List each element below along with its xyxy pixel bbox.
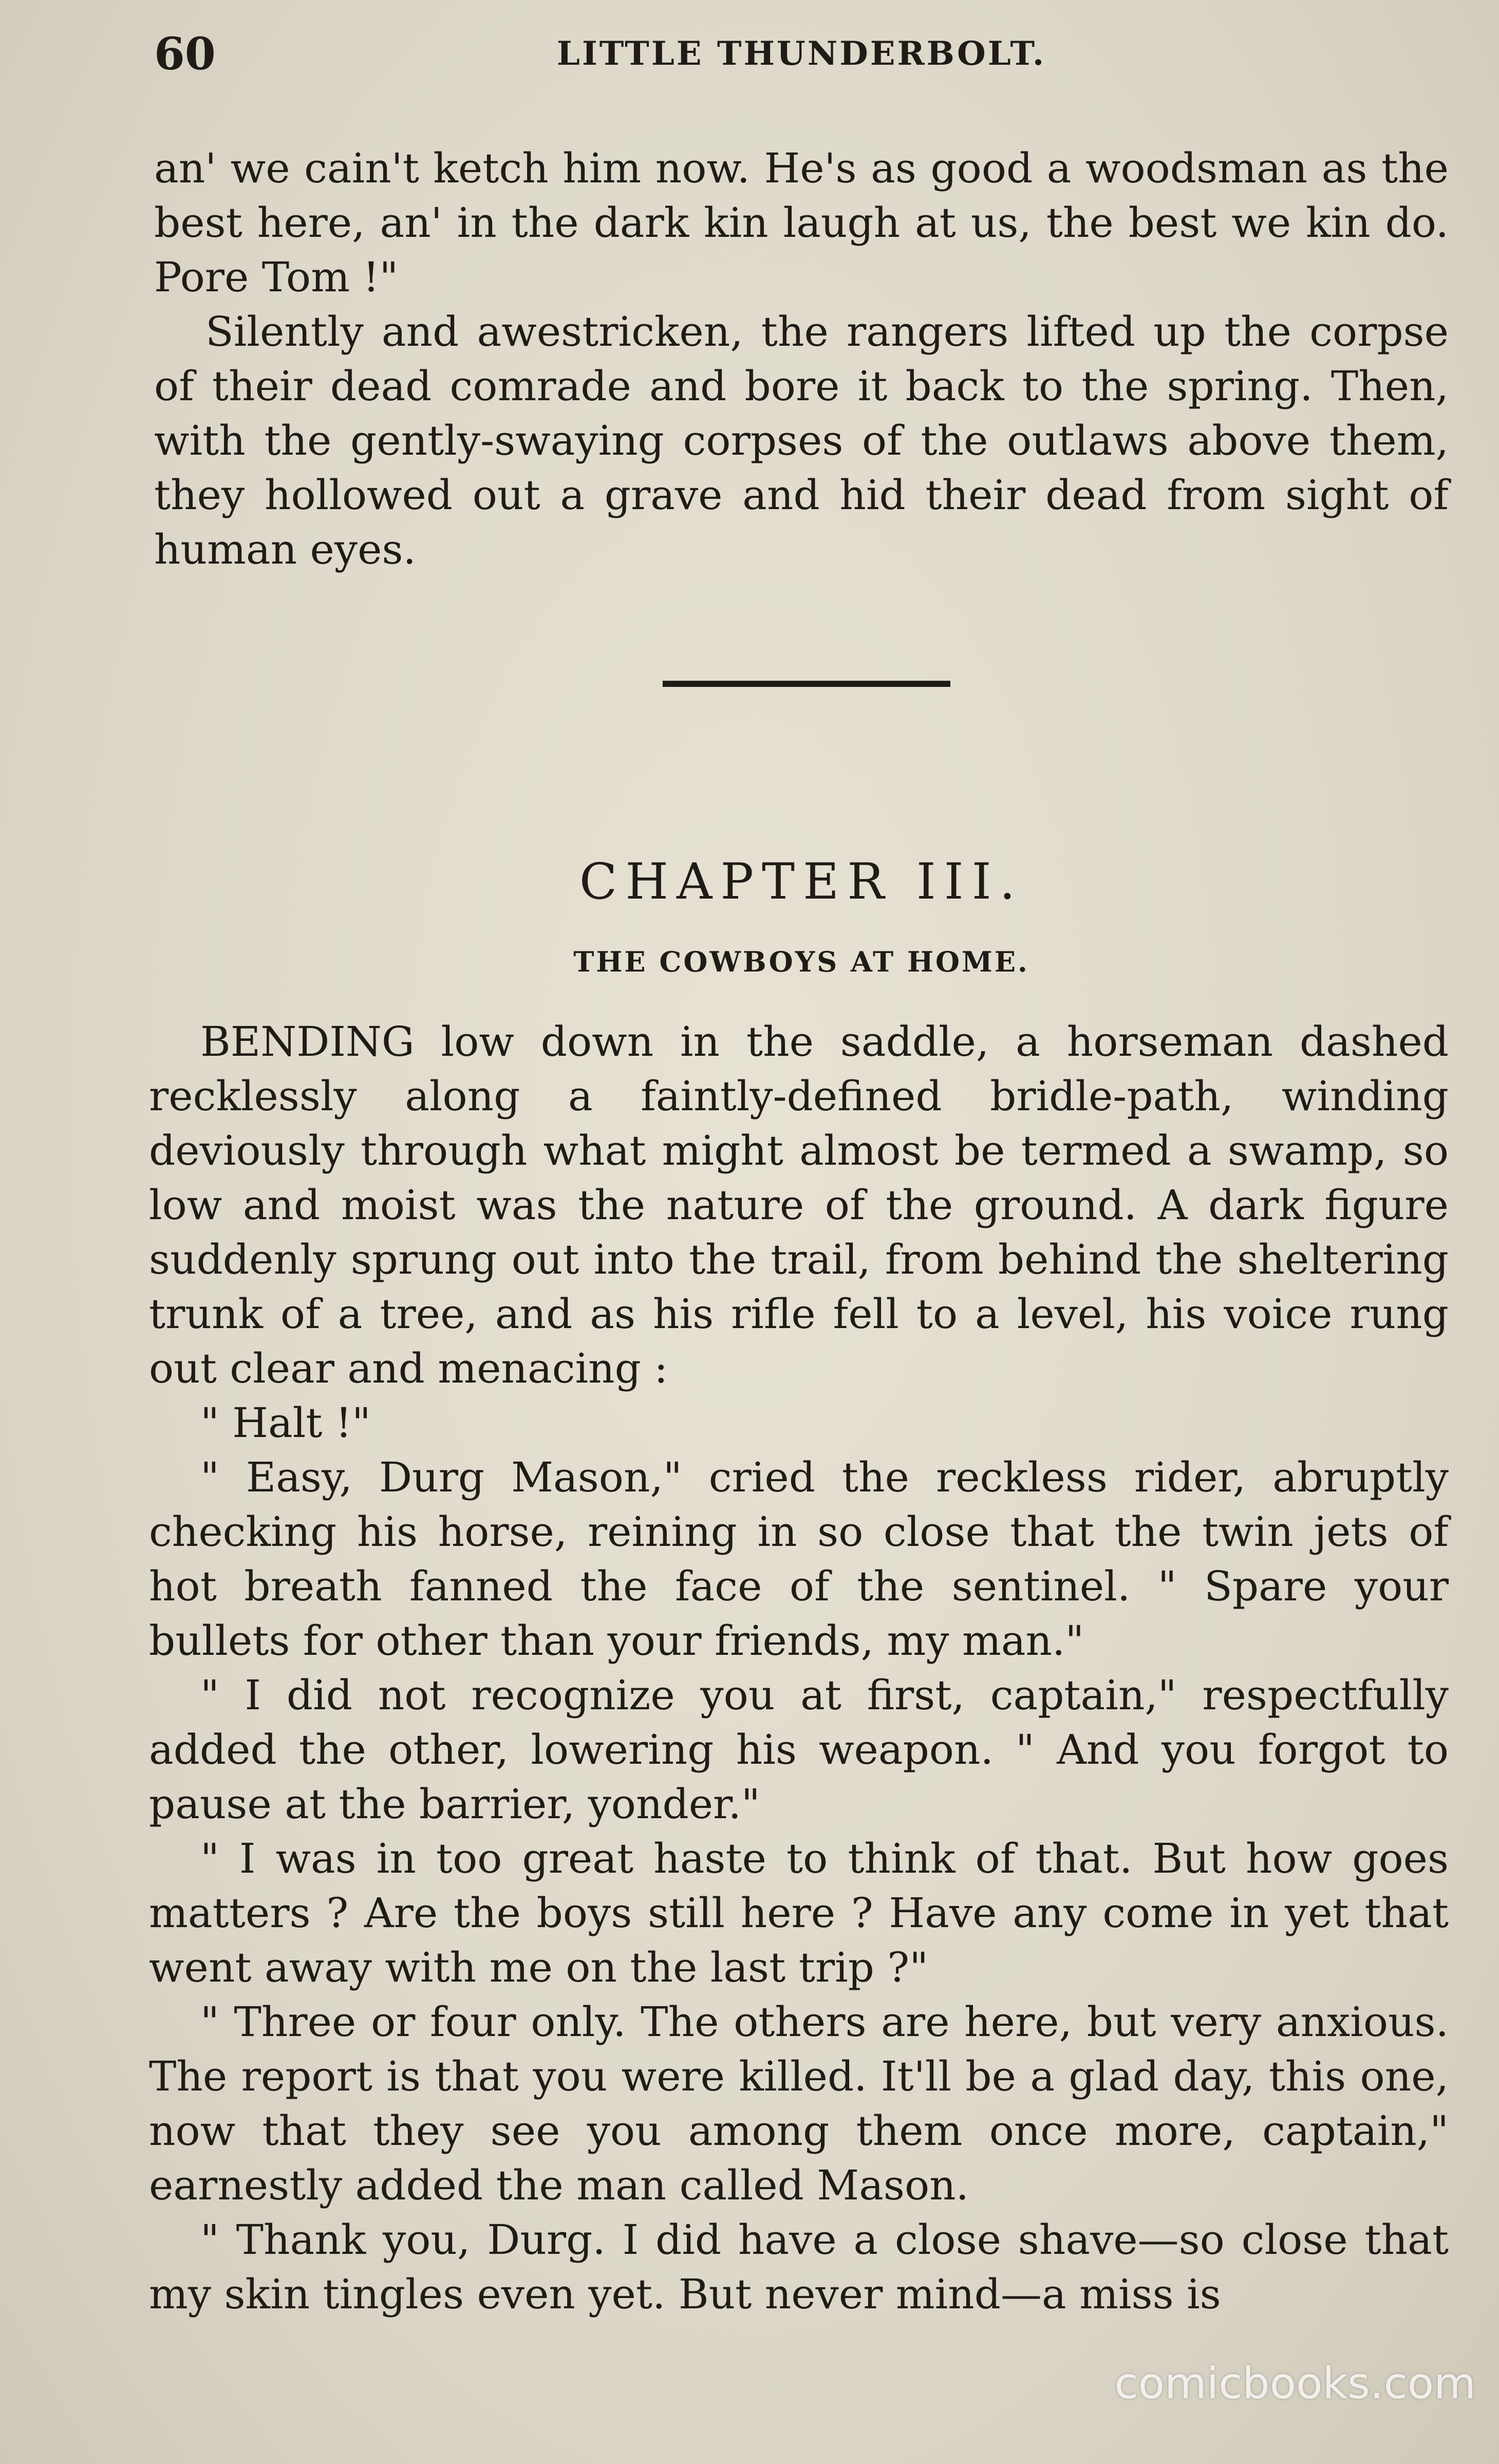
text-block-chapter bbox=[149, 1015, 1449, 2322]
chapter-title: CHAPTER III. bbox=[579, 853, 1024, 910]
page-number: 60 bbox=[154, 28, 216, 80]
site-watermark: comicbooks.com bbox=[1114, 2358, 1476, 2409]
paragraph: an' we cain't ketch him now. He's as good a woodsman as the best here, an' in the dark kin laugh at us, the best we kin do. Pore Tom !" bbox=[154, 144, 1449, 301]
paragraph: " Thank you, Durg. I did have a close shave—so close that my skin tingles even yet. But never mind—a miss is bbox=[149, 2216, 1449, 2318]
paragraph: " Easy, Durg Mason," cried the reckless rider, abruptly checking his horse, reining in so close that the twin jets of hot breath fanned the face of the sentinel. " Spare your bullets for other than your friends, my man." bbox=[149, 1453, 1449, 1665]
text-block-before-chapter bbox=[154, 141, 1449, 577]
section-divider bbox=[663, 681, 950, 687]
paragraph: " I did not recognize you at first, captain," respectfully added the other, lowering his weapon. " And you forgot to pause at the barrier, yonder." bbox=[149, 1671, 1449, 1828]
paragraph: " I was in too great haste to think of that. But how goes matters ? Are the boys still here ? Have any come in yet that went away with me on the last trip ?" bbox=[149, 1835, 1449, 1991]
running-head: LITTLE THUNDERBOLT. bbox=[556, 34, 1046, 73]
page-header bbox=[154, 28, 1449, 90]
paragraph: " Three or four only. The others are here, but very anxious. The report is that you were killed. It'll be a glad day, this one, now that they see you among them once more, captain," earnestly added the man called Mason. bbox=[149, 1998, 1449, 2209]
paragraph: BENDING low down in the saddle, a horseman dashed recklessly along a faintly-defined bridle-path, winding deviously through what might almost be termed a swamp, so low and moist was the nature of the ground. A dark figure suddenly sprung out into the trail, from behind the sheltering trunk of a tree, and as his rifle fell to a level, his voice rung out clear and menacing : bbox=[149, 1018, 1449, 1392]
paragraph: " Halt !" bbox=[200, 1399, 371, 1447]
paragraph: Silently and awestricken, the rangers lifted up the corpse of their dead comrade and bore it back to the spring. Then, with the gently-swaying corpses of the outlaws above them, they hollowed out a grave and hid their dead from sight of human eyes. bbox=[154, 308, 1449, 573]
chapter-subtitle: THE COWBOYS AT HOME. bbox=[573, 945, 1029, 978]
